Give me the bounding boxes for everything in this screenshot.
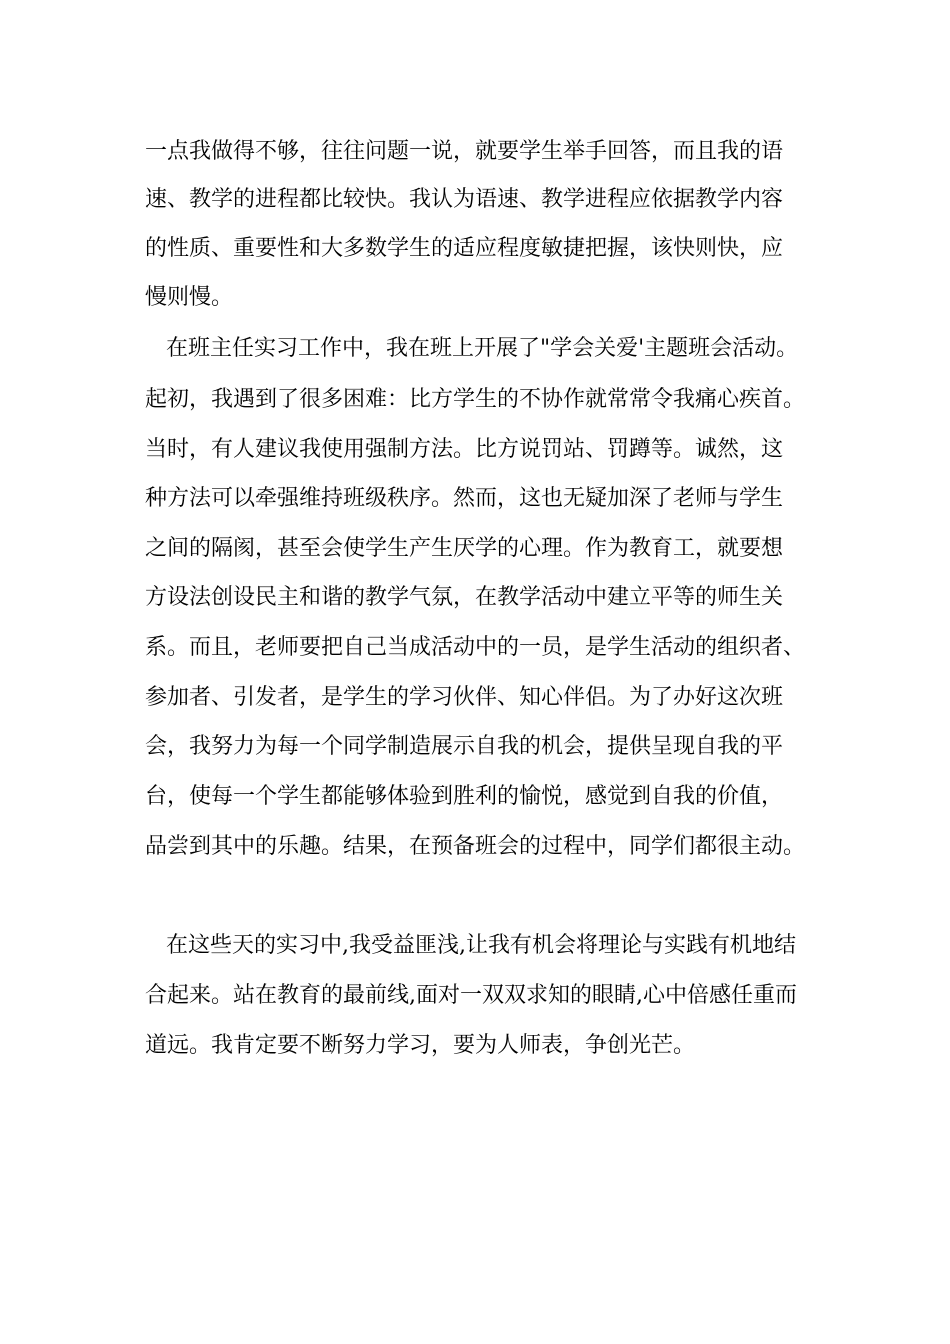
paragraph-line: 在这些天的实习中,我受益匪浅,让我有机会将理论与实践有机地结 [166,933,796,958]
paragraph-line: 台，使每一个学生都能够体验到胜利的愉悦，感觉到自我的价值， [145,784,784,809]
paragraph-line: 的性质、重要性和大多数学生的适应程度敏捷把握，该快则快，应 [145,236,784,261]
paragraph-line: 在班主任实习工作中，我在班上开展了"学会关爱'主题班会活动。 [166,336,799,361]
paragraph-line: 会，我努力为每一个同学制造展示自我的机会，提供呈现自我的平 [145,734,784,759]
paragraph-line: 一点我做得不够，往往问题一说，就要学生举手回答，而且我的语 [145,139,784,164]
paragraph-line: 参加者、引发者，是学生的学习伙伴、知心伴侣。为了办好这次班 [145,685,784,710]
paragraph-line: 品尝到其中的乐趣。结果，在预备班会的过程中，同学们都很主动。 [145,834,806,859]
paragraph-line: 系。而且，老师要把自己当成活动中的一员，是学生活动的组织者、 [145,635,806,660]
paragraph-line: 种方法可以牵强维持班级秩序。然而，这也无疑加深了老师与学生 [145,486,784,511]
paragraph-line: 合起来。站在教育的最前线,面对一双双求知的眼睛,心中倍感任重而 [145,983,797,1008]
paragraph-line: 之间的隔阂，甚至会使学生产生厌学的心理。作为教育工，就要想 [145,536,784,561]
paragraph-line: 道远。我肯定要不断努力学习，要为人师表，争创光芒。 [145,1033,696,1058]
paragraph-line: 当时，有人建议我使用强制方法。比方说罚站、罚蹲等。诚然，这 [145,437,784,462]
paragraph-line: 起初，我遇到了很多困难：比方学生的不协作就常常令我痛心疾首。 [145,387,806,412]
paragraph-line: 慢则慢。 [145,285,234,310]
paragraph-line: 方设法创设民主和谐的教学气氛，在教学活动中建立平等的师生关 [145,585,784,610]
paragraph-line: 速、教学的进程都比较快。我认为语速、教学进程应依据教学内容 [145,187,784,212]
